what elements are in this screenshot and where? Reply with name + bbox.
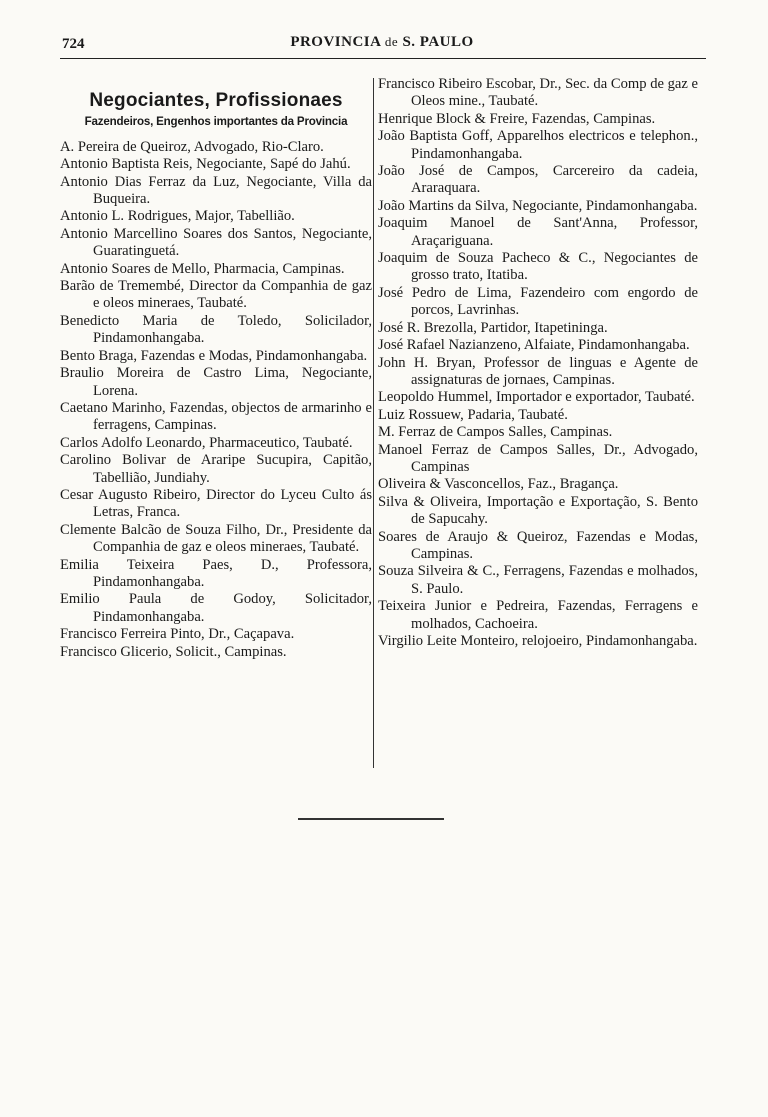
- directory-entry: Francisco Glicerio, Solicit., Campinas.: [60, 643, 287, 660]
- directory-entry: José R. Brezolla, Partidor, Itapetininga.: [378, 319, 608, 336]
- directory-entry: M. Ferraz de Campos Salles, Campinas.: [378, 424, 613, 441]
- directory-entry: John H. Bryan, Professor de linguas e Agente de assignaturas de jornaes, Campinas.: [378, 354, 698, 388]
- directory-entry: Benedicto Maria de Toledo, Solicilador, Pindamonhangaba.: [60, 312, 372, 347]
- directory-entry: Antonio Soares de Mello, Pharmacia, Campinas.: [60, 260, 345, 277]
- page-number: 724: [62, 36, 85, 52]
- directory-entry: Antonio Marcellino Soares dos Santos, Negociante, Guaratinguetá.: [60, 225, 372, 260]
- directory-entry: Clemente Balcão de Souza Filho, Dr., Presidente da Companhia de gaz e oleos mineraes, Taubaté.: [60, 521, 372, 556]
- directory-entry: A. Pereira de Queiroz, Advogado, Rio-Claro.: [60, 138, 324, 155]
- directory-entry: Manoel Ferraz de Campos Salles, Dr., Advogado, Campinas: [378, 441, 698, 475]
- directory-entry: Carlos Adolfo Leonardo, Pharmaceutico, Taubaté.: [60, 434, 353, 451]
- directory-entry: José Pedro de Lima, Fazendeiro com engordo de porcos, Lavrinhas.: [378, 284, 698, 319]
- directory-entry: Bento Braga, Fazendas e Modas, Pindamonhangaba.: [60, 347, 368, 364]
- right-column: [378, 76, 698, 650]
- directory-entry: Soares de Araujo & Queiroz, Fazendas e Modas, Campinas.: [378, 528, 698, 562]
- directory-entry: Henrique Block & Freire, Fazendas, Campinas.: [378, 110, 656, 127]
- directory-entry: Joaquim de Souza Pacheco & C., Negociantes de grosso trato, Itatiba.: [378, 250, 698, 284]
- directory-entry: Francisco Ferreira Pinto, Dr., Caçapava.: [60, 626, 295, 643]
- directory-entry: Emilia Teixeira Paes, D., Professora, Pindamonhangaba.: [60, 556, 372, 590]
- running-title: [62, 34, 702, 51]
- left-entry-list: [60, 139, 372, 661]
- directory-entry: José Rafael Nazianzeno, Alfaiate, Pindamonhangaba.: [378, 337, 690, 354]
- directory-entry: Oliveira & Vasconcellos, Faz., Bragança.: [378, 476, 619, 493]
- header-rule: [60, 58, 706, 59]
- right-entry-list: [378, 76, 698, 650]
- page-header: [62, 34, 702, 56]
- section-subheading: Fazendeiros, Engenhos importantes da Provincia: [84, 115, 348, 129]
- directory-entry: Luiz Rossuew, Padaria, Taubaté.: [378, 406, 568, 423]
- directory-entry: João Martins da Silva, Negociante, Pindamonhangaba.: [378, 197, 698, 214]
- directory-entry: Leopoldo Hummel, Importador e exportador, Taubaté.: [378, 389, 695, 406]
- directory-entry: Carolino Bolivar de Araripe Sucupira, Capitão, Tabellião, Jundiahy.: [60, 452, 372, 486]
- directory-entry: Cesar Augusto Ribeiro, Director do Lyceu Culto ás Letras, Franca.: [60, 486, 372, 521]
- running-title-place: S. PAULO: [402, 34, 474, 50]
- running-title-de: de: [384, 34, 399, 49]
- directory-entry: Braulio Moreira de Castro Lima, Negociante, Lorena.: [60, 365, 372, 399]
- directory-entry: Virgilio Leite Monteiro, relojoeiro, Pindamonhangaba.: [378, 633, 698, 649]
- directory-entry: Francisco Ribeiro Escobar, Dr., Sec. da Comp de gaz e Oleos mine., Taubaté.: [378, 76, 698, 110]
- end-rule: [298, 818, 444, 820]
- left-column: [60, 76, 372, 661]
- directory-entry: Teixeira Junior e Pedreira, Fazendas, Ferragens e molhados, Cachoeira.: [378, 598, 698, 632]
- directory-entry: Antonio Baptista Reis, Negociante, Sapé do Jahú.: [60, 156, 351, 173]
- running-title-main: PROVINCIA: [290, 34, 381, 50]
- section-heading: Negociantes, Profissionaes: [89, 90, 343, 111]
- directory-entry: Emilio Paula de Godoy, Solicitador, Pindamonhangaba.: [60, 591, 372, 625]
- directory-entry: Antonio L. Rodrigues, Major, Tabellião.: [60, 208, 295, 225]
- directory-entry: João José de Campos, Carcereiro da cadeia, Araraquara.: [378, 163, 698, 197]
- directory-entry: Barão de Tremembé, Director da Companhia de gaz e oleos mineraes, Taubaté.: [60, 278, 372, 312]
- directory-entry: Silva & Oliveira, Importação e Exportação, S. Bento de Sapucahy.: [378, 493, 698, 528]
- directory-entry: Antonio Dias Ferraz da Luz, Negociante, Villa da Buqueira.: [60, 173, 372, 208]
- directory-entry: Caetano Marinho, Fazendas, objectos de armarinho e ferragens, Campinas.: [60, 399, 372, 434]
- directory-entry: João Baptista Goff, Apparelhos electricos e telephon., Pindamonhangaba.: [378, 128, 698, 162]
- directory-entry: Souza Silveira & C., Ferragens, Fazendas e molhados, S. Paulo.: [378, 563, 698, 597]
- directory-entry: Joaquim Manoel de Sant'Anna, Professor, Araçariguana.: [378, 215, 698, 249]
- column-divider: [373, 78, 374, 768]
